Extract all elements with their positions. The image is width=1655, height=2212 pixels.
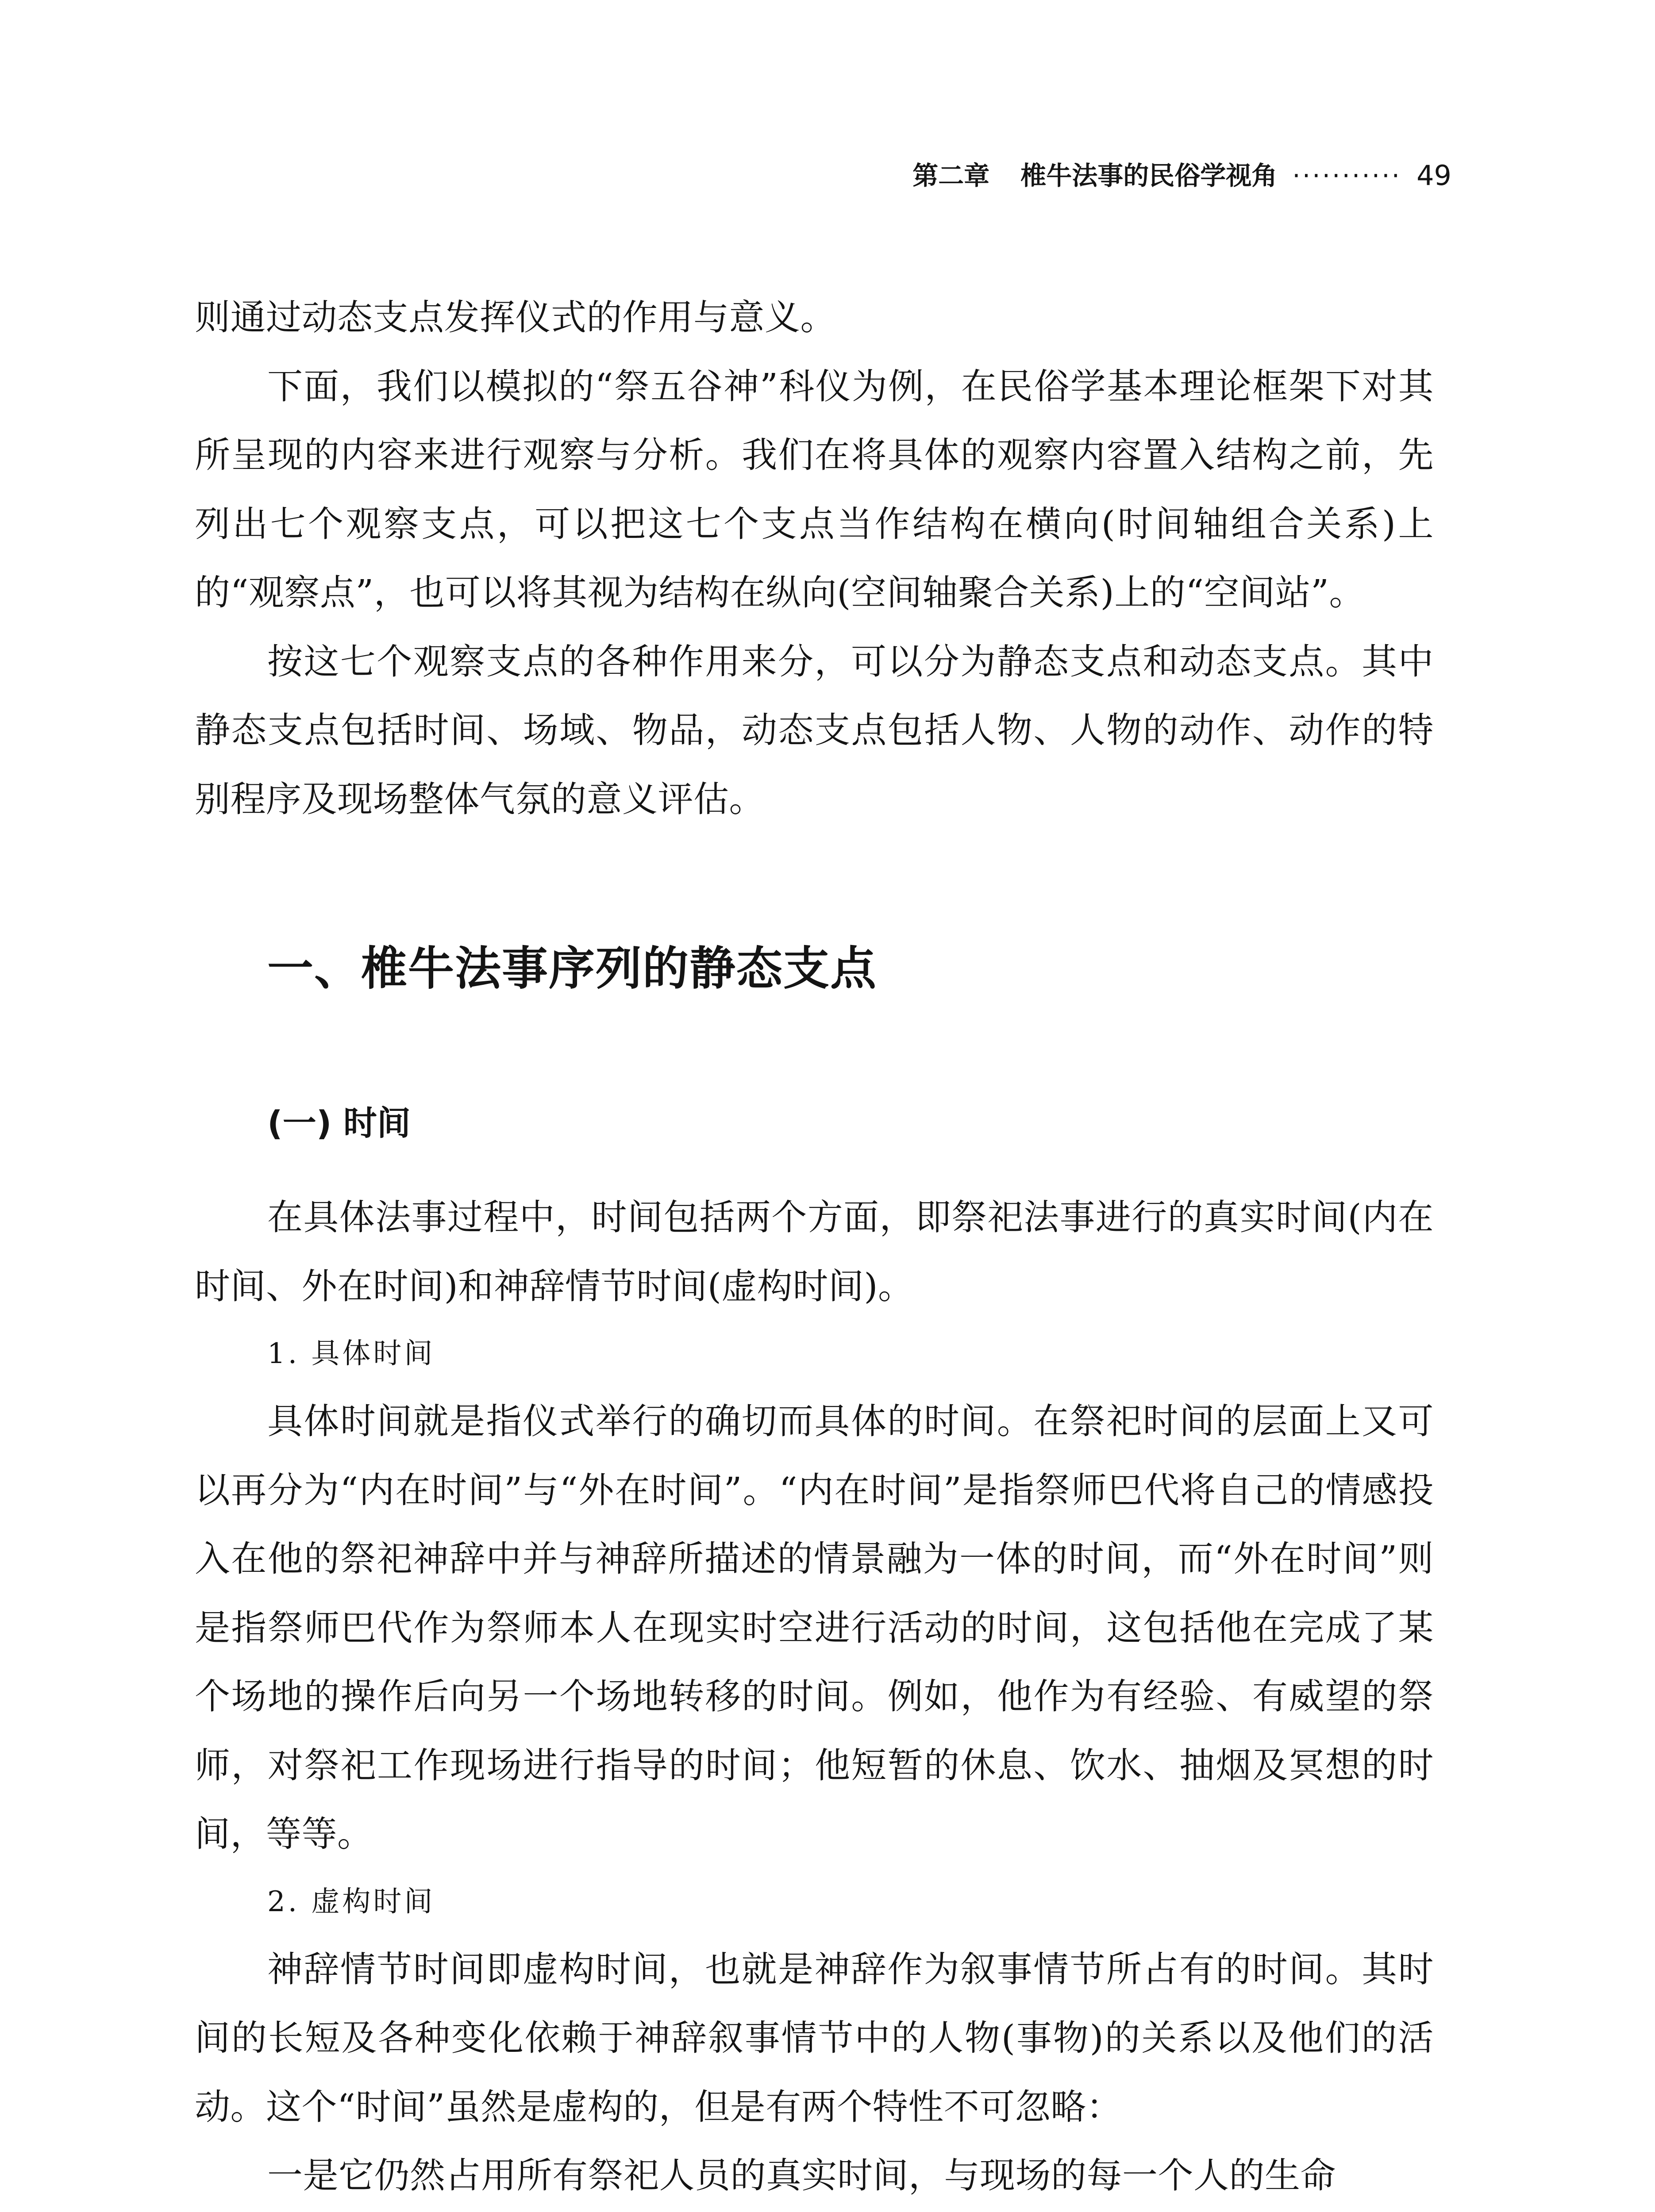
- running-header: [858, 156, 1451, 196]
- paragraph: 一是它仍然占用所有祭祀人员的真实时间，与现场的每一个人的生命: [267, 2155, 1336, 2196]
- numbered-item-heading: 1. 具体时间: [267, 1337, 435, 1370]
- paragraph: 按这七个观察支点的各种作用来分，可以分为静态支点和动态支点。其中静态支点包括时间、场域、物品，动态支点包括人物、人物的动作、动作的特别程序及现场整体气氛的意义评估。: [195, 641, 1434, 820]
- subsection-heading: (一) 时间: [267, 1103, 411, 1143]
- chapter-label: 第二章: [912, 161, 990, 191]
- paragraph: 下面，我们以模拟的“祭五谷神”科仪为例，在民俗学基本理论框架下对其所呈现的内容来进行观察与分析。我们在将具体的观察内容置入结构之前，先列出七个观察支点，可以把这七个支点当作结构在横向(时间轴组合关系)上的“观察点”，也可以将其视为结构在纵向(空间轴聚合关系)上的“空间站”。: [195, 365, 1434, 613]
- chapter-title: 椎牛法事的民俗学视角: [1020, 161, 1278, 191]
- paragraph: 在具体法事过程中，时间包括两个方面，即祭祀法事进行的真实时间(内在时间、外在时间)和神辞情节时间(虚构时间)。: [195, 1197, 1434, 1307]
- numbered-item-heading: 2. 虚构时间: [267, 1885, 435, 1918]
- header-leader-dots: ···········: [1292, 161, 1402, 191]
- paragraph: 具体时间就是指仪式举行的确切而具体的时间。在祭祀时间的层面上又可以再分为“内在时间”与“外在时间”。“内在时间”是指祭师巴代将自己的情感投入在他的祭祀神辞中并与神辞所描述的情景融为一体的时间，而“外在时间”则是指祭师巴代作为祭师本人在现实时空进行活动的时间，这包括他在完成了某个场地的操作后向另一个场地转移的时间。例如，他作为有经验、有威望的祭师，对祭祀工作现场进行指导的时间；他短暂的休息、饮水、抽烟及冥想的时间，等等。: [195, 1401, 1434, 1855]
- section-heading: 一、椎牛法事序列的静态支点: [267, 941, 878, 995]
- page-number: 49: [1416, 159, 1451, 192]
- paragraph: 神辞情节时间即虚构时间，也就是神辞作为叙事情节所占有的时间。其时间的长短及各种变化依赖于神辞叙事情节中的人物(事物)的关系以及他们的活动。这个“时间”虽然是虚构的，但是有两个特性不可忽略：: [195, 1948, 1434, 2128]
- paragraph-continued: 则通过动态支点发挥仪式的作用与意义。: [195, 297, 836, 338]
- page-body: [195, 283, 1434, 2210]
